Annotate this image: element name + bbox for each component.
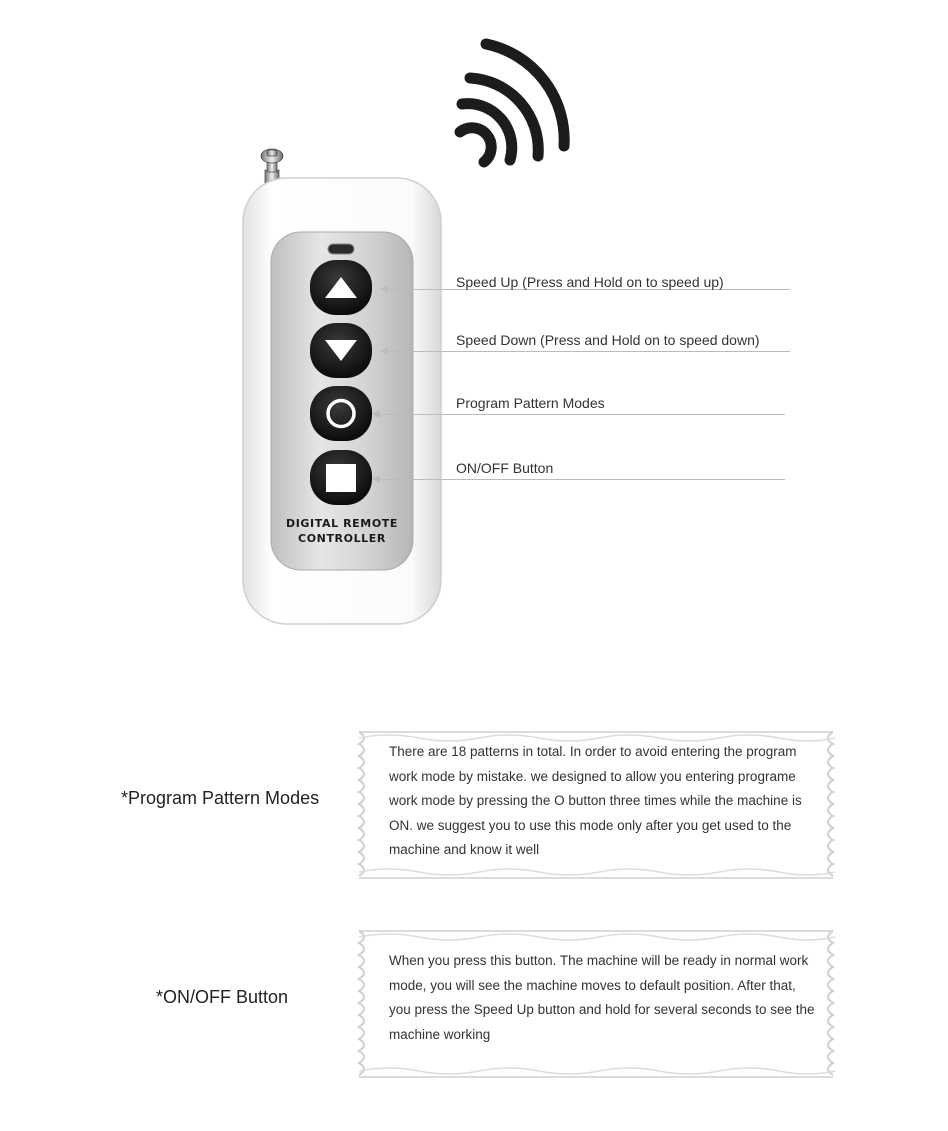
onoff-text: When you press this button. The machine will be ready in normal work mode, you will see the machine moves to default position. After that, you press the Speed Up button and hold for several seconds to see the machine working (389, 953, 815, 1042)
program-modes-note (357, 730, 835, 880)
program-modes-text: There are 18 patterns in total. In order to avoid entering the program work mode by mistake. we designed to allow you entering programe work mode by pressing the O button three times while the machine is ON. we suggest you to use this mode only after you get used to the machine and know it well (389, 744, 802, 857)
callout-program: Program Pattern Modes (456, 395, 605, 411)
onoff-button[interactable] (310, 450, 372, 505)
arrow-left-icon (372, 410, 380, 418)
callout-speed-down: Speed Down (Press and Hold on to speed down) (456, 332, 760, 348)
arrow-left-icon (372, 475, 380, 483)
brand-line-1: DIGITAL REMOTE (285, 517, 399, 530)
wireless-signal-icon (440, 30, 590, 180)
speed-down-button[interactable] (310, 323, 372, 378)
program-button[interactable] (310, 386, 372, 441)
program-modes-title: *Program Pattern Modes (121, 788, 320, 808)
arrow-left-icon (380, 347, 388, 355)
callout-line-onoff (380, 479, 785, 480)
callout-line-program (380, 414, 785, 415)
callout-onoff: ON/OFF Button (456, 460, 554, 476)
callout-speed-up: Speed Up (Press and Hold on to speed up) (456, 274, 724, 290)
led-indicator (328, 244, 354, 254)
arrow-left-icon (380, 285, 388, 293)
onoff-note (357, 929, 835, 1079)
remote-controller (238, 140, 448, 630)
speed-up-button[interactable] (310, 260, 372, 315)
brand-line-2: CONTROLLER (298, 532, 386, 545)
onoff-title: *ON/OFF Button (156, 987, 289, 1007)
callout-line-speed-down (388, 351, 790, 352)
square-icon (326, 464, 356, 492)
